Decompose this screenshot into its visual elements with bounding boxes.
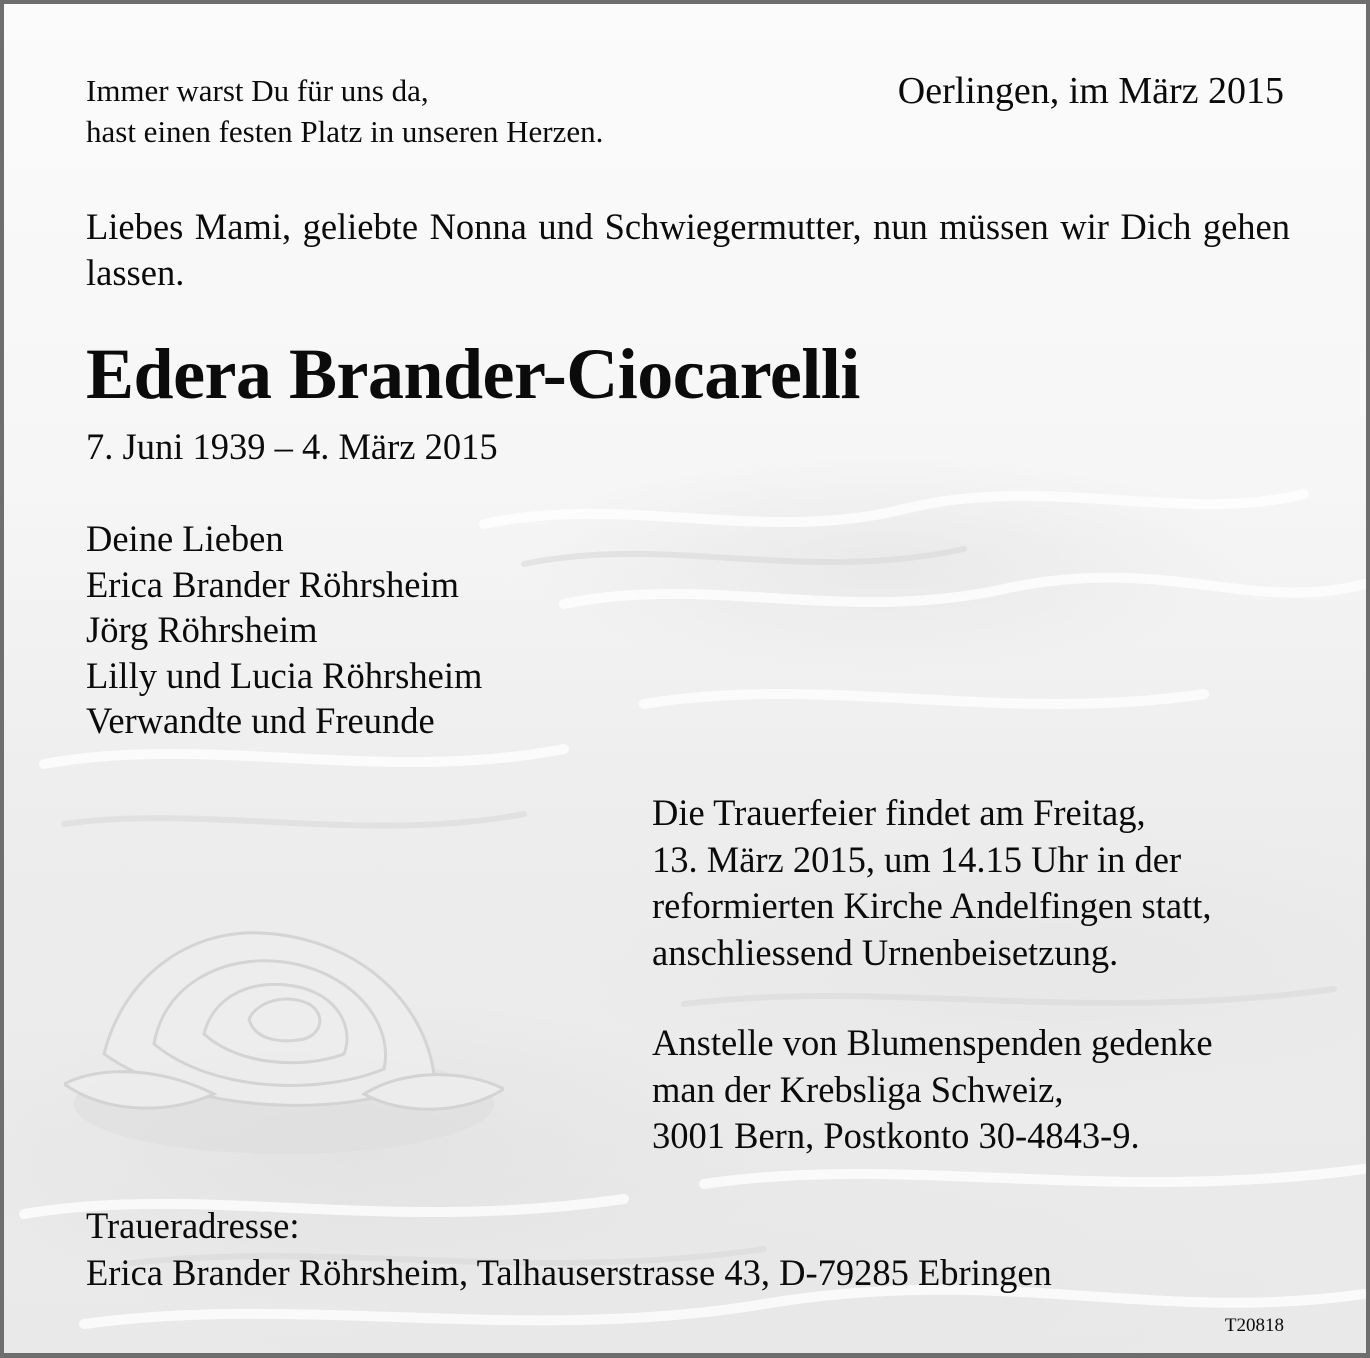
mourning-address xyxy=(86,1202,1052,1296)
intro-text: Liebes Mami, geliebte Nonna und Schwiegermutter, nun müssen wir Dich gehen lassen. xyxy=(86,206,1290,293)
life-dates: 7. Juni 1939 – 4. März 2015 xyxy=(86,426,498,467)
donation-line: man der Krebsliga Schweiz, xyxy=(652,1068,1064,1110)
motto-line: hast einen festen Platz in unseren Herzen. xyxy=(86,114,604,149)
rose-icon xyxy=(64,854,504,1174)
motto-line: Immer warst Du für uns da, xyxy=(86,73,429,108)
donation-line: Anstelle von Blumenspenden gedenke xyxy=(652,1022,1213,1063)
ceremony-line: Die Trauerfeier findet am Freitag, xyxy=(652,792,1146,833)
address-value: Erica Brander Röhrsheim, Talhauserstrasse 43, D-79285 Ebringen xyxy=(86,1252,1052,1293)
ceremony-info xyxy=(652,790,1211,976)
family-line: Jörg Röhrsheim xyxy=(86,609,318,650)
address-label: Traueradresse: xyxy=(86,1205,300,1246)
ceremony-line: reformierten Kirche Andelfingen statt, xyxy=(652,885,1212,926)
family-line: Erica Brander Röhrsheim xyxy=(86,563,459,605)
family-line: Deine Lieben xyxy=(86,518,284,559)
ceremony-line: anschliessend Urnenbeisetzung. xyxy=(652,931,1119,973)
donation-info xyxy=(652,1020,1213,1160)
reference-code: T20818 xyxy=(1224,1315,1284,1336)
family-line: Verwandte und Freunde xyxy=(86,700,435,741)
place-date: Oerlingen, im März 2015 xyxy=(897,70,1284,112)
family-list xyxy=(86,516,482,744)
donation-line: 3001 Bern, Postkonto 30-4843-9. xyxy=(652,1115,1140,1156)
deceased-name: Edera Brander-Ciocarelli xyxy=(86,334,860,414)
family-line: Lilly und Lucia Röhrsheim xyxy=(86,654,483,696)
ceremony-line: 13. März 2015, um 14.15 Uhr in der xyxy=(652,838,1182,880)
motto-verse xyxy=(86,70,603,152)
